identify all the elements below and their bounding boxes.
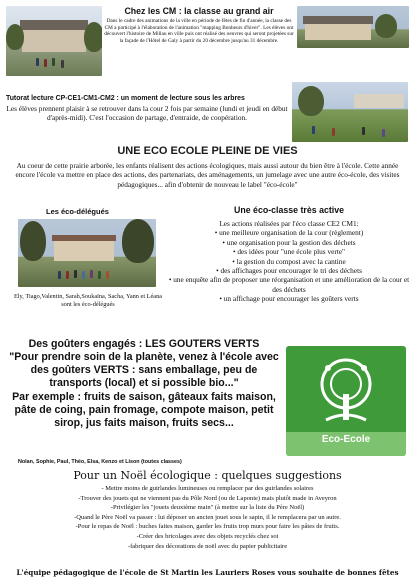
noel-line: -Pour le repas de Noël : buches faites maison, garder les fruits trop murs pour faire les pâtes de fruits. [75, 523, 340, 531]
list-item-text: une enquête afin de proposer une réorganisation et une amélioration de la cour et des déchets [173, 275, 410, 294]
eco-intro: Au coeur de cette prairie arborée, les enfants réalisent des actions écologiques, mais aussi autour du bien être à l'école. Cette année encore l'école va mettre en place des actions, des partenariats, des aménagements, un jumelage avec une autre éco-école, des visites pédagogiques... afin d'obtenir de nouveau le label "éco-école" [15, 161, 400, 189]
tutorat-title: Tutorat lecture CP-CE1-CM1-CM2 : un moment de lecture sous les arbres [6, 95, 245, 102]
cm-section [104, 6, 294, 44]
noel-line: - Mettre moins de guirlandes lumineuses ou remplacer par des guirlandes solaires [101, 485, 314, 492]
noel-line: -Créer des bricolages avec des objets recyclés chez soi [136, 532, 279, 540]
list-item: • la gestion du compost avec la cantine [232, 256, 346, 266]
list-item-text: des idées pour "une école plus verte" [237, 247, 346, 257]
list-item: • une meilleure organisation de la cour (règlement) [214, 228, 364, 238]
gouters-examples: Par exemple : fruits de saison, gâteaux faits maison, pâte de coing, pain fromage, compote maison, petit sirop, jus faits maison, fruits secs... [12, 390, 276, 430]
noel-title: Pour un Noël écologique : quelques suggestions [73, 469, 342, 482]
noel-line: -fabriquer des décorations de noël avec du papier publicitaire [127, 542, 288, 550]
list-item-text: des affichages pour encourager le tri des déchets [220, 266, 362, 276]
noel-line: -Privilégier les "jouets deuxième main" (à mettre sur la liste du Père Noël) [110, 504, 305, 512]
list-item-text: une meilleure organisation de la cour (règlement) [219, 228, 364, 238]
noel-line: -Quand le Père Noël va passer : lui déposer un ancien jouet sous le sapin, il le remplacera par un autre. [74, 513, 341, 521]
classe-title: Une éco-classe très active [233, 205, 345, 215]
photo-cm-right [297, 6, 409, 48]
delegues-title: Les éco-délégués [46, 207, 109, 216]
list-item: • un affichage pour encourager les goûters verts [219, 294, 359, 304]
noel-list [4, 484, 411, 551]
eco-ecole-logo [286, 346, 406, 456]
logo-text: Eco-Ecole [321, 434, 371, 445]
list-item-text: un affichage pour encourager les goûters verts [223, 294, 359, 304]
classe-section [168, 205, 410, 304]
gouters-title: Des goûters engagés : LES GOUTERS VERTS [28, 338, 260, 350]
list-item-text: la gestion du compost avec la cantine [236, 256, 346, 266]
list-item: • des idées pour "une école plus verte" [232, 247, 346, 257]
list-item: • une organisation pour la gestion des déchets [222, 237, 356, 247]
photo-cm-left [6, 6, 102, 76]
footer-message: L'équipe pédagogique de l'école de St Martin les Lauriers Roses vous souhaite de bonnes fêtes [16, 568, 399, 577]
cm-body: Dans le cadre des animations de la ville en période de fêtes de fin d'année, la classe des CM a participé à l'élaboration de l'animation "mapping Bonheurs d'hiver". Les élèves ont découvert l'histoire de Millau en ville puis ont réalisé des oeuvres qui seront projetées sur la façade de l'Hôtel de Galy à partir du 20 décembre jusqu'au 31 décembre. [104, 18, 294, 44]
list-item: • des affichages pour encourager le tri des déchets [216, 266, 362, 276]
delegues-caption: Ely, Tiago,Valentin, Sarah,Soukaïna, Sacha, Yann et Léana sont les éco-délégués [13, 293, 163, 309]
gouters-credits: Nolan, Sophie, Paul, Théo, Elsa, Kenzo et Lison (toutes classes) [18, 459, 182, 465]
noel-line: -Trouver des jouets qui ne viennent pas du Pôle Nord (ou de Laponie) mais plutôt made in Aveyron [78, 494, 337, 502]
eco-title: UNE ECO ECOLE PLEINE DE VIES [117, 145, 298, 157]
cm-title: Chez les CM : la classe au grand air [124, 6, 274, 16]
list-item: • une enquête afin de proposer une réorganisation et une amélioration de la cour et des déchets [168, 275, 410, 294]
list-item-text: une organisation pour la gestion des déchets [226, 237, 356, 247]
photo-tutorat [292, 82, 408, 142]
gouters-quote: "Pour prendre soin de la planète, venez à l'école avec des goûters VERTS : sans emballage, peu de transports (local) et si possible bio..." [9, 351, 279, 390]
gouters-section [4, 338, 284, 430]
photo-delegues [18, 219, 156, 287]
classe-intro: Les actions réalisées par l'éco classe CE2 CM1: [219, 219, 359, 228]
tree-icon [286, 350, 406, 430]
tutorat-body: Les élèves prennent plaisir à se retrouver dans la cour 2 fois par semaine (lundi et jeudi en début d'après-midi). C'est l'occasion de partage, d'entraide, de coopération. [6, 104, 288, 123]
tutorat-section [6, 94, 288, 123]
classe-list [168, 228, 410, 303]
